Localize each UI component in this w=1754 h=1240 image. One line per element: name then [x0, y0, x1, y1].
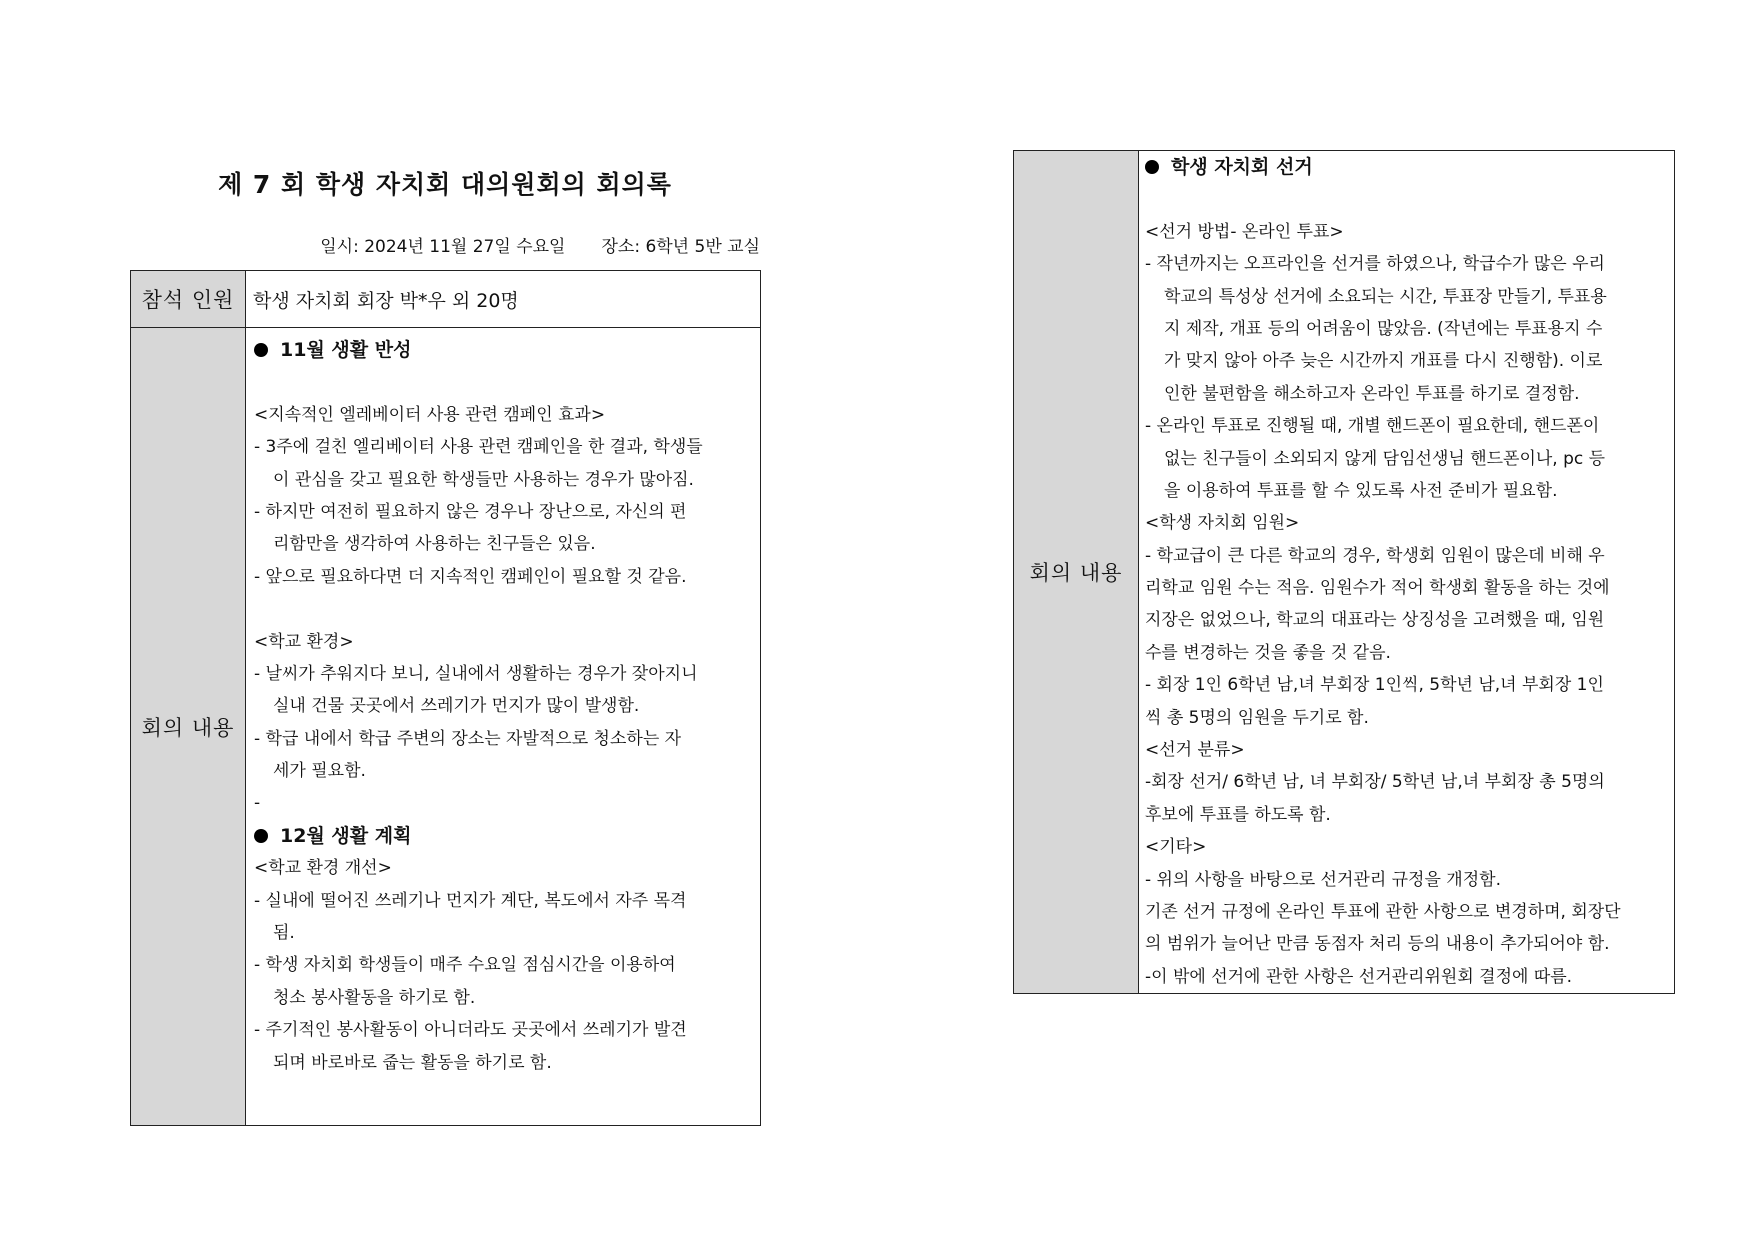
text-line: 됨.: [273, 923, 295, 944]
text-line: - 실내에 떨어진 쓰레기나 먼지가 계단, 복도에서 자주 목격: [254, 890, 687, 911]
content-cell-left: [246, 328, 761, 1126]
text-line: 의 범위가 늘어난 만큼 동점자 처리 등의 내용이 추가되어야 함.: [1145, 934, 1610, 955]
text-line: - 학교급이 큰 다른 학교의 경우, 학생회 임원이 많은데 비해 우: [1145, 545, 1605, 566]
section-heading: 11월 생활 반성: [254, 334, 752, 366]
text-line: 인한 불편함을 해소하고자 온라인 투표를 하기로 결정함.: [1164, 383, 1580, 404]
text-line: 씩 총 5명의 임원을 두기로 함.: [1145, 707, 1369, 728]
right-minutes-table: [1013, 150, 1675, 994]
text-line: <학교 환경>: [254, 631, 354, 652]
section-heading: 12월 생활 계획: [254, 820, 752, 852]
meeting-meta: [130, 232, 760, 257]
text-line: -회장 선거/ 6학년 남, 녀 부회장/ 5학년 남,녀 부회장 총 5명의: [1145, 772, 1605, 793]
content-label-right: 회의 내용: [1014, 151, 1139, 994]
text-line: - 주기적인 봉사활동이 아니더라도 곳곳에서 쓰레기가 발견: [254, 1020, 687, 1041]
text-line: - 학급 내에서 학급 주변의 장소는 자발적으로 청소하는 자: [254, 728, 682, 749]
text-line: 리학교 임원 수는 적음. 임원수가 적어 학생회 활동을 하는 것에: [1145, 578, 1610, 599]
content-cell-right: [1139, 151, 1675, 994]
content-label-left: 회의 내용: [131, 328, 246, 1126]
text-line: - 위의 사항을 바탕으로 선거관리 규정을 개정함.: [1145, 869, 1501, 890]
bullet-dot-icon: [254, 829, 268, 843]
text-line: 리함만을 생각하여 사용하는 친구들은 있음.: [273, 534, 596, 555]
text-line: -: [254, 793, 261, 814]
text-line: -이 밖에 선거에 관한 사항은 선거관리위원회 결정에 따름.: [1145, 966, 1573, 987]
text-line: - 작년까지는 오프라인을 선거를 하였으나, 학급수가 많은 우리: [1145, 254, 1605, 275]
text-line: 수를 변경하는 것을 좋을 것 같음.: [1145, 642, 1391, 663]
text-line: 을 이용하여 투표를 할 수 있도록 사전 준비가 필요함.: [1164, 480, 1558, 501]
text-line: - 날씨가 추워지다 보니, 실내에서 생활하는 경우가 잦아지니: [254, 663, 698, 684]
text-line: 지장은 없었으나, 학교의 대표라는 상징성을 고려했을 때, 임원: [1145, 610, 1605, 631]
text-line: 세가 필요함.: [273, 761, 366, 782]
text-line: - 3주에 걸친 엘리베이터 사용 관련 캠페인을 한 결과, 학생들: [254, 437, 703, 458]
bullet-dot-icon: [1145, 160, 1159, 174]
text-line: 이 관심을 갖고 필요한 학생들만 사용하는 경우가 많아짐.: [273, 469, 694, 490]
left-minutes-table: [130, 270, 761, 1126]
text-line: <선거 분류>: [1145, 740, 1245, 761]
meeting-date: 일시: 2024년 11월 27일 수요일: [320, 237, 566, 257]
text-line: - 하지만 여전히 필요하지 않은 경우나 장난으로, 자신의 편: [254, 501, 687, 522]
text-line: 후보에 투표를 하도록 함.: [1145, 804, 1331, 825]
text-line: 지 제작, 개표 등의 어려움이 많았음. (작년에는 투표용지 수: [1164, 318, 1603, 339]
text-line: 없는 친구들이 소외되지 않게 담임선생님 핸드폰이나, pc 등: [1164, 448, 1606, 469]
text-line: <학생 자치회 임원>: [1145, 513, 1300, 534]
meeting-place: 장소: 6학년 5반 교실: [601, 237, 760, 257]
text-line: <기타>: [1145, 837, 1207, 858]
attendees-value: 학생 자치회 회장 박*우 외 20명: [246, 271, 761, 328]
page-title: 제 7 회 학생 자치회 대의원회의 회의록: [218, 170, 672, 199]
text-line: 실내 건물 곳곳에서 쓰레기가 먼지가 많이 발생함.: [273, 696, 640, 717]
attendees-label: 참석 인원: [131, 271, 246, 328]
text-line: <선거 방법- 온라인 투표>: [1145, 221, 1344, 242]
text-line: <지속적인 엘레베이터 사용 관련 캠페인 효과>: [254, 404, 606, 425]
text-line: 학교의 특성상 선거에 소요되는 시간, 투표장 만들기, 투표용: [1164, 286, 1607, 307]
section-heading: 학생 자치회 선거: [1145, 151, 1666, 183]
text-line: - 학생 자치회 학생들이 매주 수요일 점심시간을 이용하여: [254, 955, 676, 976]
text-line: <학교 환경 개선>: [254, 858, 392, 879]
text-line: 청소 봉사활동을 하기로 함.: [273, 987, 476, 1008]
text-line: 가 맞지 않아 아주 늦은 시간까지 개표를 다시 진행함). 이로: [1164, 351, 1603, 372]
text-line: - 앞으로 필요하다면 더 지속적인 캠페인이 필요할 것 같음.: [254, 566, 687, 587]
text-line: - 온라인 투표로 진행될 때, 개별 핸드폰이 필요한데, 핸드폰이: [1145, 416, 1600, 437]
text-line: - 회장 1인 6학년 남,녀 부회장 1인씩, 5학년 남,녀 부회장 1인: [1145, 675, 1604, 696]
bullet-dot-icon: [254, 343, 268, 357]
text-line: 기존 선거 규정에 온라인 투표에 관한 사항으로 변경하며, 회장단: [1145, 901, 1621, 922]
text-line: 되며 바로바로 줍는 활동을 하기로 함.: [273, 1052, 552, 1073]
